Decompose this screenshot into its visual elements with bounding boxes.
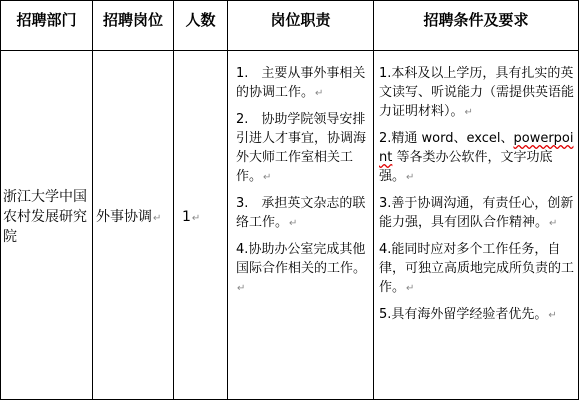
- table-border-left: [0, 0, 1, 400]
- header-separator: [0, 50, 579, 51]
- duties-cell: [236, 64, 370, 305]
- position-text: 外事协调: [96, 209, 152, 225]
- department-text: 浙江大学中国农村发展研究院: [3, 189, 87, 245]
- header-requirements: 招聘条件及要求: [423, 11, 529, 29]
- column-divider-1: [92, 0, 93, 400]
- table-border-top: [0, 0, 579, 1]
- duty-item: 3. 承担英文杂志的联络工作。↵: [236, 196, 366, 230]
- department-cell: [3, 187, 91, 247]
- count-text: 1: [182, 209, 191, 225]
- header-duties: 岗位职责: [270, 11, 331, 29]
- column-divider-3: [227, 0, 228, 400]
- spellcheck-underlined-word: powerpoint: [379, 131, 574, 165]
- duty-item: 1. 主要从事外事相关的协调工作。↵: [236, 66, 366, 100]
- column-divider-2: [173, 0, 174, 400]
- column-divider-4: [373, 0, 374, 400]
- requirements-cell: [379, 64, 576, 332]
- requirement-item: 3.善于协调沟通，有责任心，创新能力强，具有团队合作精神。↵: [379, 196, 574, 230]
- header-count: 人数: [185, 11, 216, 29]
- requirement-item: 5.具有海外留学经验者优先。↵: [379, 307, 557, 322]
- requirement-item: 4.能同时应对多个工作任务，自律，可独立高质地完成所负责的工作。↵: [379, 242, 575, 295]
- requirement-item: 1.本科及以上学历，具有扎实的英文读写、听说能力（需提供英语能力证明材料）。↵: [379, 66, 575, 119]
- count-cell: [182, 208, 226, 228]
- duty-item: 2. 协助学院领导安排引进人才事宜，协调海外大师工作室相关工作。↵: [236, 112, 367, 184]
- requirement-item: 2.精通 word、excel、powerpoint 等各类办公软件，文字功底强。↵: [379, 131, 574, 184]
- paragraph-mark: ↵: [153, 213, 162, 224]
- header-position: 招聘岗位: [102, 11, 163, 29]
- paragraph-mark: ↵: [191, 213, 201, 224]
- position-cell: [96, 208, 172, 228]
- duty-item: 4.协助办公室完成其他国际合作相关的工作。↵: [236, 242, 367, 294]
- header-department: 招聘部门: [16, 11, 77, 29]
